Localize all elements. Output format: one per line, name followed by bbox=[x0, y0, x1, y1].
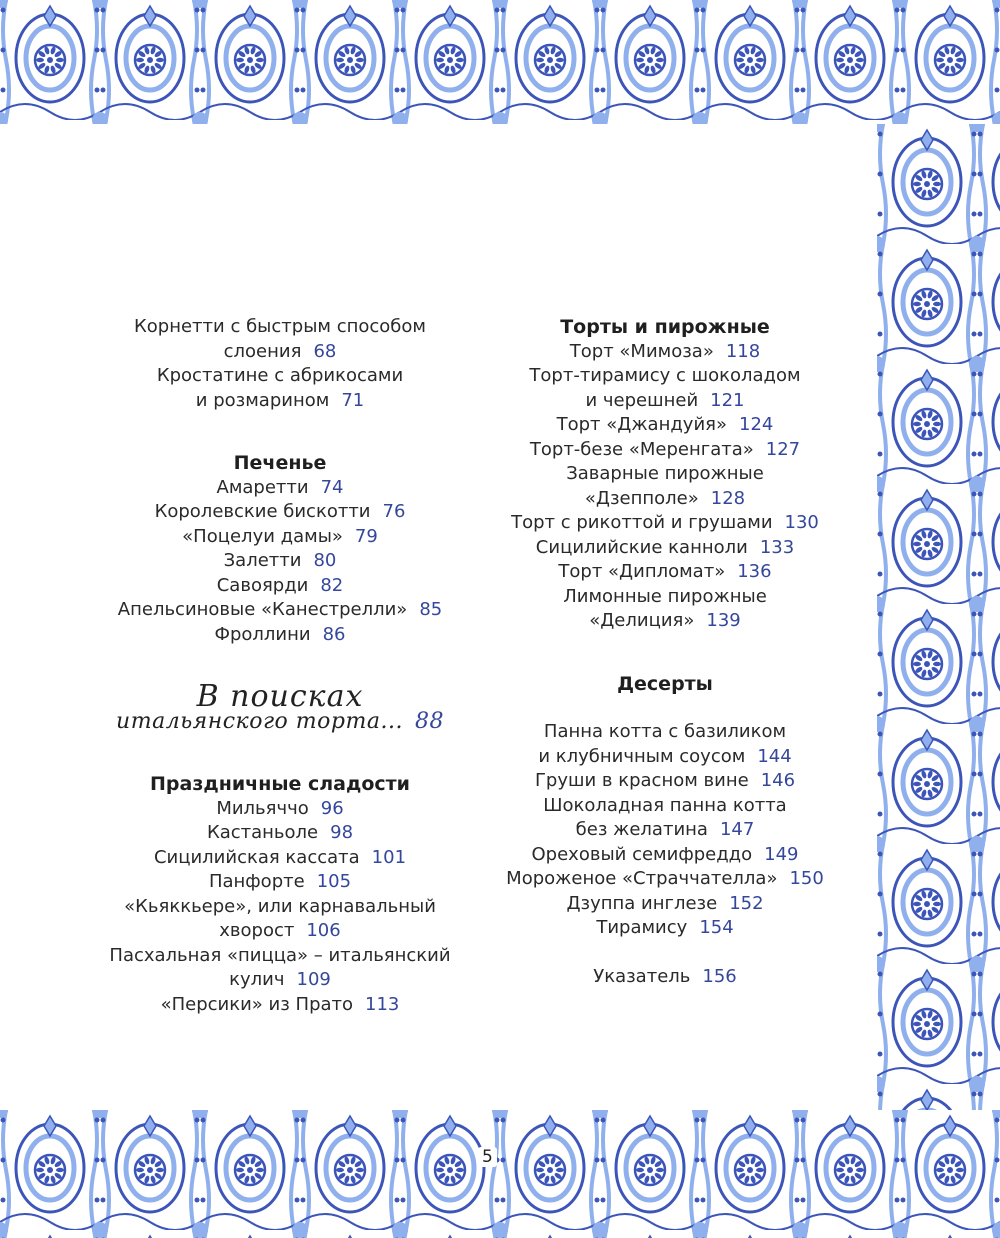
decorative-pattern-right bbox=[877, 124, 1000, 1114]
toc-entry[interactable] bbox=[480, 892, 850, 917]
section-heading: Печенье bbox=[233, 452, 327, 474]
entry-title: Панфорте bbox=[208, 871, 305, 892]
toc-entry[interactable] bbox=[480, 560, 850, 585]
page-ref: 124 bbox=[739, 414, 774, 435]
page-ref: 101 bbox=[371, 846, 407, 868]
toc-entry[interactable] bbox=[60, 846, 500, 871]
entry-title: Кростатине с абрикосами bbox=[156, 365, 404, 386]
entry-title: Лимонные пирожные bbox=[563, 585, 767, 607]
page-ref: 109 bbox=[296, 969, 331, 990]
toc-entry[interactable] bbox=[60, 549, 500, 574]
script-title-entry[interactable] bbox=[60, 679, 500, 734]
entry-title: «Делиция» bbox=[589, 610, 695, 631]
page-ref: 152 bbox=[729, 892, 764, 914]
page-ref: 113 bbox=[365, 993, 400, 1015]
entry-title: «Кьяккьере», или карнавальный bbox=[124, 895, 436, 917]
page-ref: 147 bbox=[719, 819, 755, 840]
page-ref: 133 bbox=[759, 536, 795, 558]
toc-entry[interactable] bbox=[480, 867, 850, 892]
toc-entry[interactable] bbox=[480, 536, 850, 561]
page-ref: 156 bbox=[702, 965, 737, 987]
entry-title: без желатина bbox=[575, 819, 708, 840]
entry-title: «Дзепполе» bbox=[584, 487, 699, 509]
toc-entry[interactable] bbox=[60, 623, 500, 648]
entry-title: и розмарином bbox=[195, 389, 330, 411]
toc-left-column bbox=[60, 315, 500, 1017]
entry-title: Шоколадная панна котта bbox=[543, 794, 787, 816]
toc-entry[interactable] bbox=[60, 364, 500, 413]
entry-title: Кастаньоле bbox=[206, 822, 319, 843]
entry-title: Савоярди bbox=[216, 574, 309, 596]
entry-title: Амаретти bbox=[216, 476, 309, 498]
entry-title: кулич bbox=[229, 969, 285, 990]
page-ref: 105 bbox=[316, 871, 352, 892]
page-number: 5 bbox=[478, 1147, 497, 1167]
entry-title: Пасхальная «пицца» – итальянский bbox=[109, 944, 451, 966]
entry-title: Королевские бискотти bbox=[154, 501, 371, 522]
toc-entry[interactable] bbox=[480, 413, 850, 438]
toc-entry[interactable] bbox=[480, 340, 850, 365]
entry-title: Сицилийские канноли bbox=[535, 536, 748, 558]
entry-title: Торт с рикоттой и грушами bbox=[511, 512, 773, 533]
toc-entry[interactable] bbox=[480, 585, 850, 634]
toc-entry[interactable] bbox=[60, 500, 500, 525]
decorative-pattern-top bbox=[0, 0, 1000, 124]
entry-title: «Персики» из Прато bbox=[160, 993, 354, 1015]
decorative-pattern-bottom bbox=[0, 1110, 1000, 1238]
page-ref: 154 bbox=[699, 917, 734, 938]
page-ref: 144 bbox=[757, 745, 792, 767]
entry-title: Ореховый семифреддо bbox=[531, 843, 753, 865]
toc-entry[interactable] bbox=[60, 315, 500, 364]
entry-title: хворост bbox=[219, 920, 295, 941]
entry-title: Залетти bbox=[223, 550, 302, 571]
entry-title: Дзуппа инглезе bbox=[566, 892, 718, 914]
toc-entry[interactable] bbox=[60, 821, 500, 846]
entry-title: и клубничным соусом bbox=[538, 745, 746, 767]
page-ref: 136 bbox=[737, 561, 772, 582]
page-ref: 150 bbox=[789, 868, 824, 889]
toc-entry[interactable] bbox=[480, 364, 850, 413]
entry-title: Торт «Дипломат» bbox=[558, 561, 726, 582]
page-ref: 82 bbox=[320, 574, 344, 596]
page-ref: 88 bbox=[414, 708, 444, 734]
page-ref: 80 bbox=[313, 550, 337, 571]
page-ref: 74 bbox=[320, 476, 344, 498]
toc-entry[interactable] bbox=[480, 462, 850, 511]
entry-title: Панна котта с базиликом bbox=[543, 721, 787, 742]
page-ref: 128 bbox=[710, 487, 746, 509]
toc-entry[interactable] bbox=[480, 794, 850, 843]
entry-title: «Поцелуи дамы» bbox=[182, 525, 343, 547]
entry-title: Торт «Мимоза» bbox=[569, 340, 714, 362]
entry-title: Апельсиновые «Канестрелли» bbox=[117, 599, 408, 620]
toc-entry[interactable] bbox=[480, 965, 850, 990]
entry-title: Торт-безе «Меренгата» bbox=[529, 438, 754, 460]
entry-title: Торт «Джандуйя» bbox=[556, 414, 727, 435]
page-ref: 139 bbox=[706, 610, 741, 631]
toc-entry[interactable] bbox=[60, 574, 500, 599]
entry-title: Сицилийская кассата bbox=[153, 846, 360, 868]
toc-entry[interactable] bbox=[60, 993, 500, 1018]
toc-entry[interactable] bbox=[60, 944, 500, 993]
toc-entry[interactable] bbox=[480, 916, 850, 941]
page-ref: 118 bbox=[725, 340, 761, 362]
section-heading: Торты и пирожные bbox=[560, 316, 770, 338]
toc-entry[interactable] bbox=[480, 511, 850, 536]
page-ref: 79 bbox=[354, 525, 378, 547]
entry-title: итальянского торта... bbox=[116, 708, 403, 734]
toc-entry[interactable] bbox=[60, 870, 500, 895]
toc-entry[interactable] bbox=[60, 476, 500, 501]
toc-entry[interactable] bbox=[60, 895, 500, 944]
entry-title: Мороженое «Страччателла» bbox=[506, 868, 778, 889]
toc-right-column bbox=[480, 315, 850, 989]
page-ref: 127 bbox=[765, 438, 801, 460]
entry-title: Торт-тирамису с шоколадом bbox=[529, 365, 801, 386]
entry-title: Заварные пирожные bbox=[566, 463, 764, 484]
entry-title: и черешней bbox=[585, 389, 699, 411]
toc-entry[interactable] bbox=[60, 525, 500, 550]
table-of-contents-page bbox=[0, 124, 877, 1110]
entry-title: Груши в красном вине bbox=[534, 770, 749, 791]
toc-entry[interactable] bbox=[480, 438, 850, 463]
section-heading: Праздничные сладости bbox=[150, 773, 410, 795]
page-ref: 85 bbox=[419, 599, 443, 620]
page-ref: 86 bbox=[322, 623, 346, 645]
entry-title: В поисках bbox=[196, 679, 364, 714]
entry-title: Тирамису bbox=[596, 917, 688, 938]
page-ref: 149 bbox=[764, 843, 799, 865]
entry-title: слоения bbox=[223, 340, 302, 362]
entry-title: Мильяччо bbox=[216, 797, 309, 819]
page-ref: 146 bbox=[760, 770, 796, 791]
entry-title: Указатель bbox=[593, 965, 691, 987]
page-ref: 71 bbox=[341, 389, 365, 411]
toc-entry[interactable] bbox=[60, 598, 500, 623]
entry-title: Корнетти с быстрым способом bbox=[134, 316, 426, 337]
toc-entry[interactable] bbox=[480, 843, 850, 868]
toc-entry[interactable] bbox=[480, 769, 850, 794]
page-ref: 96 bbox=[320, 797, 344, 819]
page-ref: 76 bbox=[382, 501, 406, 522]
section-heading: Десерты bbox=[617, 672, 713, 695]
entry-title: Фроллини bbox=[214, 623, 311, 645]
page-ref: 106 bbox=[306, 920, 341, 941]
toc-entry[interactable] bbox=[60, 797, 500, 822]
page-ref: 121 bbox=[710, 389, 745, 411]
page-ref: 98 bbox=[330, 822, 354, 843]
page-ref: 130 bbox=[784, 512, 819, 533]
page-ref: 68 bbox=[313, 340, 337, 362]
toc-entry[interactable] bbox=[480, 720, 850, 769]
